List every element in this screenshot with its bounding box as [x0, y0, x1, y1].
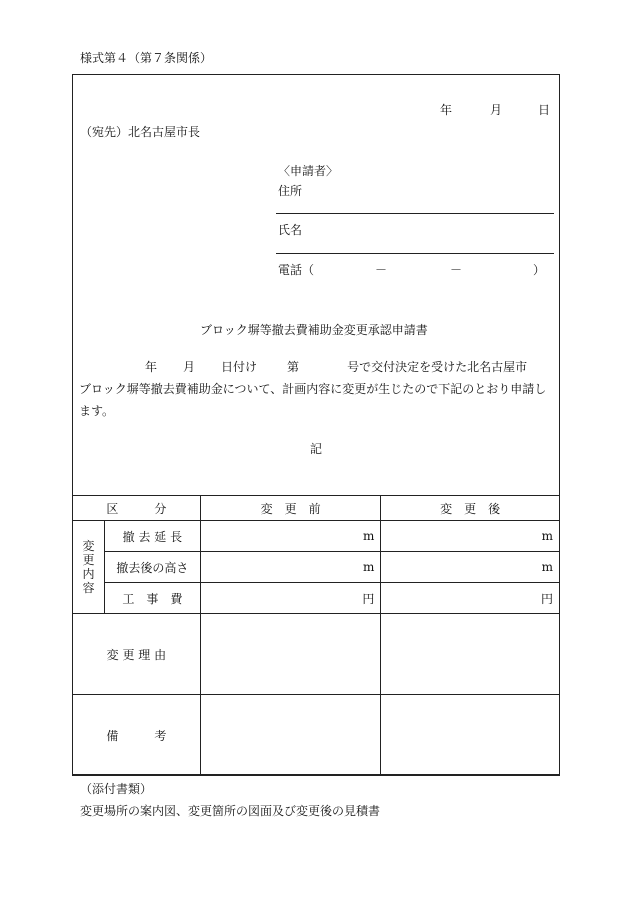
body-year: 年: [145, 360, 158, 374]
reason-after[interactable]: [381, 614, 560, 695]
cost-before[interactable]: 円: [200, 583, 381, 614]
ki-label: 記: [310, 442, 323, 456]
change-content-label: [73, 521, 105, 614]
remarks-after[interactable]: [381, 695, 560, 776]
address-label: 住所: [278, 184, 303, 198]
height-after[interactable]: m: [381, 552, 560, 583]
remarks-before[interactable]: [200, 695, 381, 776]
phone-close: ）: [533, 263, 546, 277]
reason-label: 変 更 理 由: [73, 614, 201, 695]
group-char: 更: [82, 553, 95, 567]
body-rest-1: 号で交付決定を受けた北名古屋市: [347, 360, 528, 374]
length-after[interactable]: m: [381, 521, 560, 552]
attachments-text: 変更場所の案内図、変更箇所の図面及び変更後の見積書: [80, 804, 381, 818]
row-label-height: 撤去後の高さ: [104, 552, 200, 583]
body-month: 月: [183, 360, 196, 374]
group-char: 内: [82, 567, 95, 581]
attachments-heading: （添付書類）: [80, 782, 153, 796]
addressee: （宛先）北名古屋市長: [80, 125, 201, 139]
cost-after[interactable]: 円: [381, 583, 560, 614]
header-after: 変 更 後: [381, 496, 560, 521]
table-header-row: [73, 496, 560, 521]
address-underline: [276, 213, 554, 214]
name-underline: [276, 253, 554, 254]
row-label-length: 撤 去 延 長: [104, 521, 200, 552]
body-line-1: [79, 356, 557, 378]
date-year: 年: [440, 103, 453, 117]
body-text: [79, 356, 557, 422]
date-day: 日: [538, 103, 551, 117]
table-row: [73, 695, 560, 776]
table-row: [73, 552, 560, 583]
date-month: 月: [490, 103, 503, 117]
change-table: [72, 495, 560, 776]
phone-dash-2: －: [450, 263, 463, 277]
reason-before[interactable]: [200, 614, 381, 695]
group-char: 容: [82, 581, 95, 595]
table-row: [73, 521, 560, 552]
header-before: 変 更 前: [200, 496, 381, 521]
height-before[interactable]: m: [200, 552, 381, 583]
body-line-2: ブロック塀等撤去費補助金について、計画内容に変更が生じたので下記のとおり申請し: [79, 382, 547, 396]
length-before[interactable]: m: [200, 521, 381, 552]
remarks-label: 備 考: [73, 695, 201, 776]
body-line-3: ます。: [79, 404, 115, 418]
header-category: 区 分: [73, 496, 201, 521]
table-row: [73, 583, 560, 614]
document-title: ブロック塀等撤去費補助金変更承認申請書: [200, 323, 428, 337]
name-label: 氏名: [278, 223, 303, 237]
applicant-heading: 〈申請者〉: [278, 164, 339, 178]
body-dai: 第: [287, 360, 300, 374]
group-char: 変: [82, 539, 95, 553]
phone-dash-1: －: [375, 263, 388, 277]
row-label-cost: 工 事 費: [104, 583, 200, 614]
body-date: 日付け: [221, 360, 258, 374]
table-row: [73, 614, 560, 695]
phone-label: 電話（: [278, 263, 315, 277]
form-number: 様式第４（第７条関係）: [80, 51, 213, 65]
